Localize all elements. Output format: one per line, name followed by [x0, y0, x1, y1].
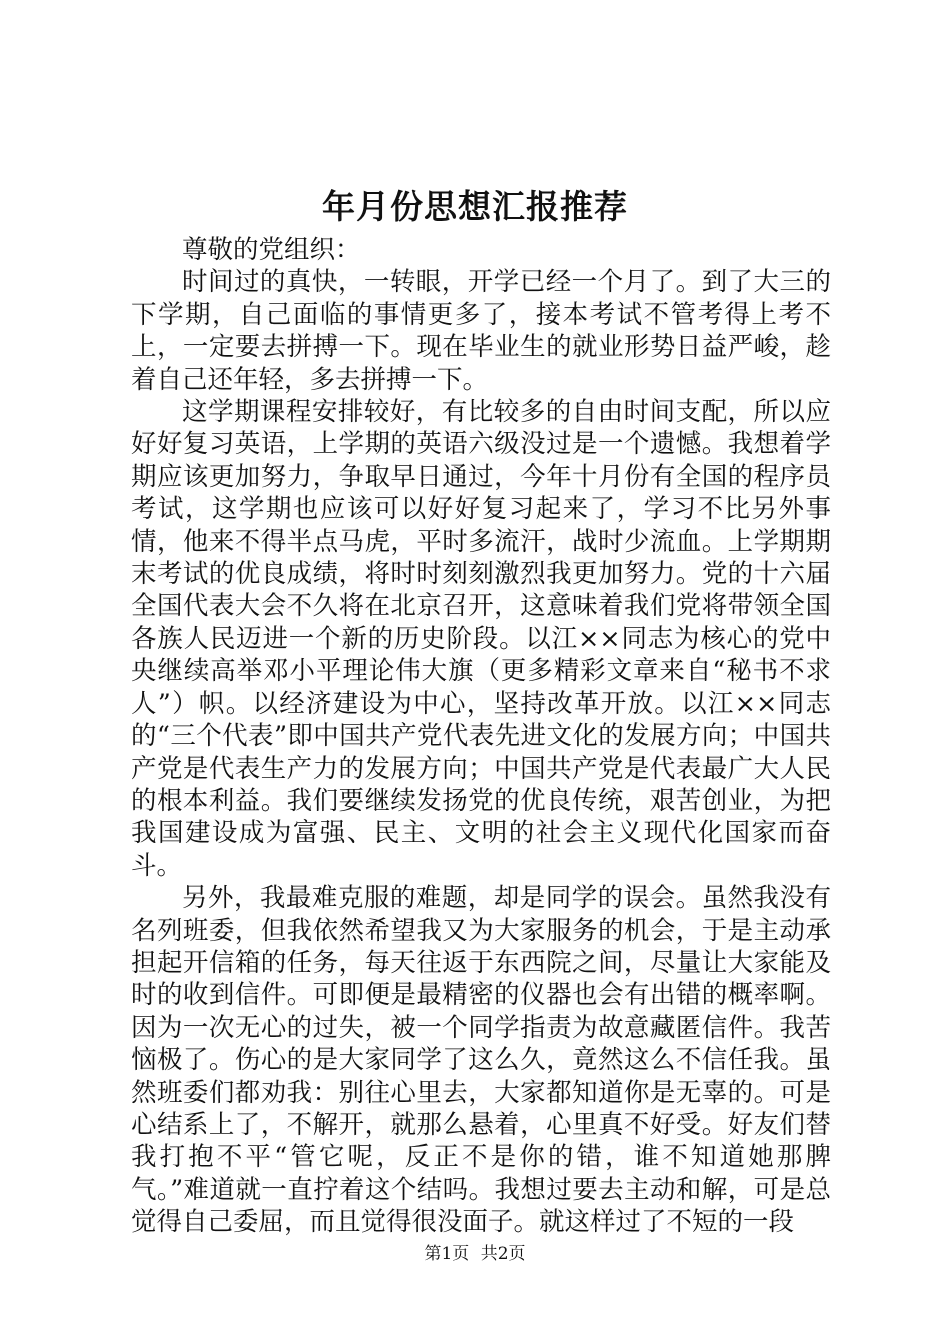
paragraph-2: 这学期课程安排较好，有比较多的自由时间支配，所以应好好复习英语，上学期的英语六级没过是一个遗憾。我想着学期应该更加努力，争取早日通过，今年十月份有全国的程序员考试，这学期也应该可以好好复习起来了，学习不比另外事情，他来不得半点马虎，平时多流汗，战时少流血。上学期期末考试的优良成绩，将时时刻刻激烈我更加努力。党的十六届全国代表大会不久将在北京召开，这意味着我们党将带领全国各族人民迈进一个新的历史阶段。以江××同志为核心的党中央继续高举邓小平理论伟大旗（更多精彩文章来自“秘书不求人”）帜。以经济建设为中心，坚持改革开放。以江××同志的“三个代表”即中国共产党代表先进文化的发展方向；中国共产党是代表生产力的发展方向；中国共产党是代表最广大人民的根本利益。我们要继续发扬党的优良传统，艰苦创业，为把我国建设成为富强、民主、文明的社会主义现代化国家而奋斗。: [131, 397, 831, 881]
paragraph-1: 时间过的真快，一转眼，开学已经一个月了。到了大三的下学期，自己面临的事情更多了，接本考试不管考得上考不上，一定要去拼搏一下。现在毕业生的就业形势日益严峻，趁着自己还年轻，多去拼搏一下。: [131, 267, 831, 395]
document-title: 年月份思想汇报推荐: [322, 187, 628, 226]
document-body: [131, 234, 831, 1239]
page-footer: [0, 1242, 950, 1266]
paragraph-3: 另外，我最难克服的难题，却是同学的误会。虽然我没有名列班委，但我依然希望我又为大家服务的机会，于是主动承担起开信箱的任务，每天往返于东西院之间，尽量让大家能及时的收到信件。可即便是最精密的仪器也会有出错的概率啊。因为一次无心的过失，被一个同学指责为故意藏匿信件。我苦恼极了。伤心的是大家同学了这么久，竟然这么不信任我。虽然班委们都劝我：别往心里去，大家都知道你是无辜的。可是心结系上了，不解开，就那么悬着，心里真不好受。好友们替我打抱不平“管它呢，反正不是你的错，谁不知道她那脾气。”难道就一直拧着这个结吗。我想过要去主动和解，可是总觉得自己委屈，而且觉得很没面子。就这样过了不短的一段: [131, 883, 831, 1238]
page-number-total: 共2页: [480, 1244, 526, 1264]
salutation: 尊敬的党组织：: [182, 235, 361, 265]
page-number-current: 第1页: [424, 1244, 470, 1264]
